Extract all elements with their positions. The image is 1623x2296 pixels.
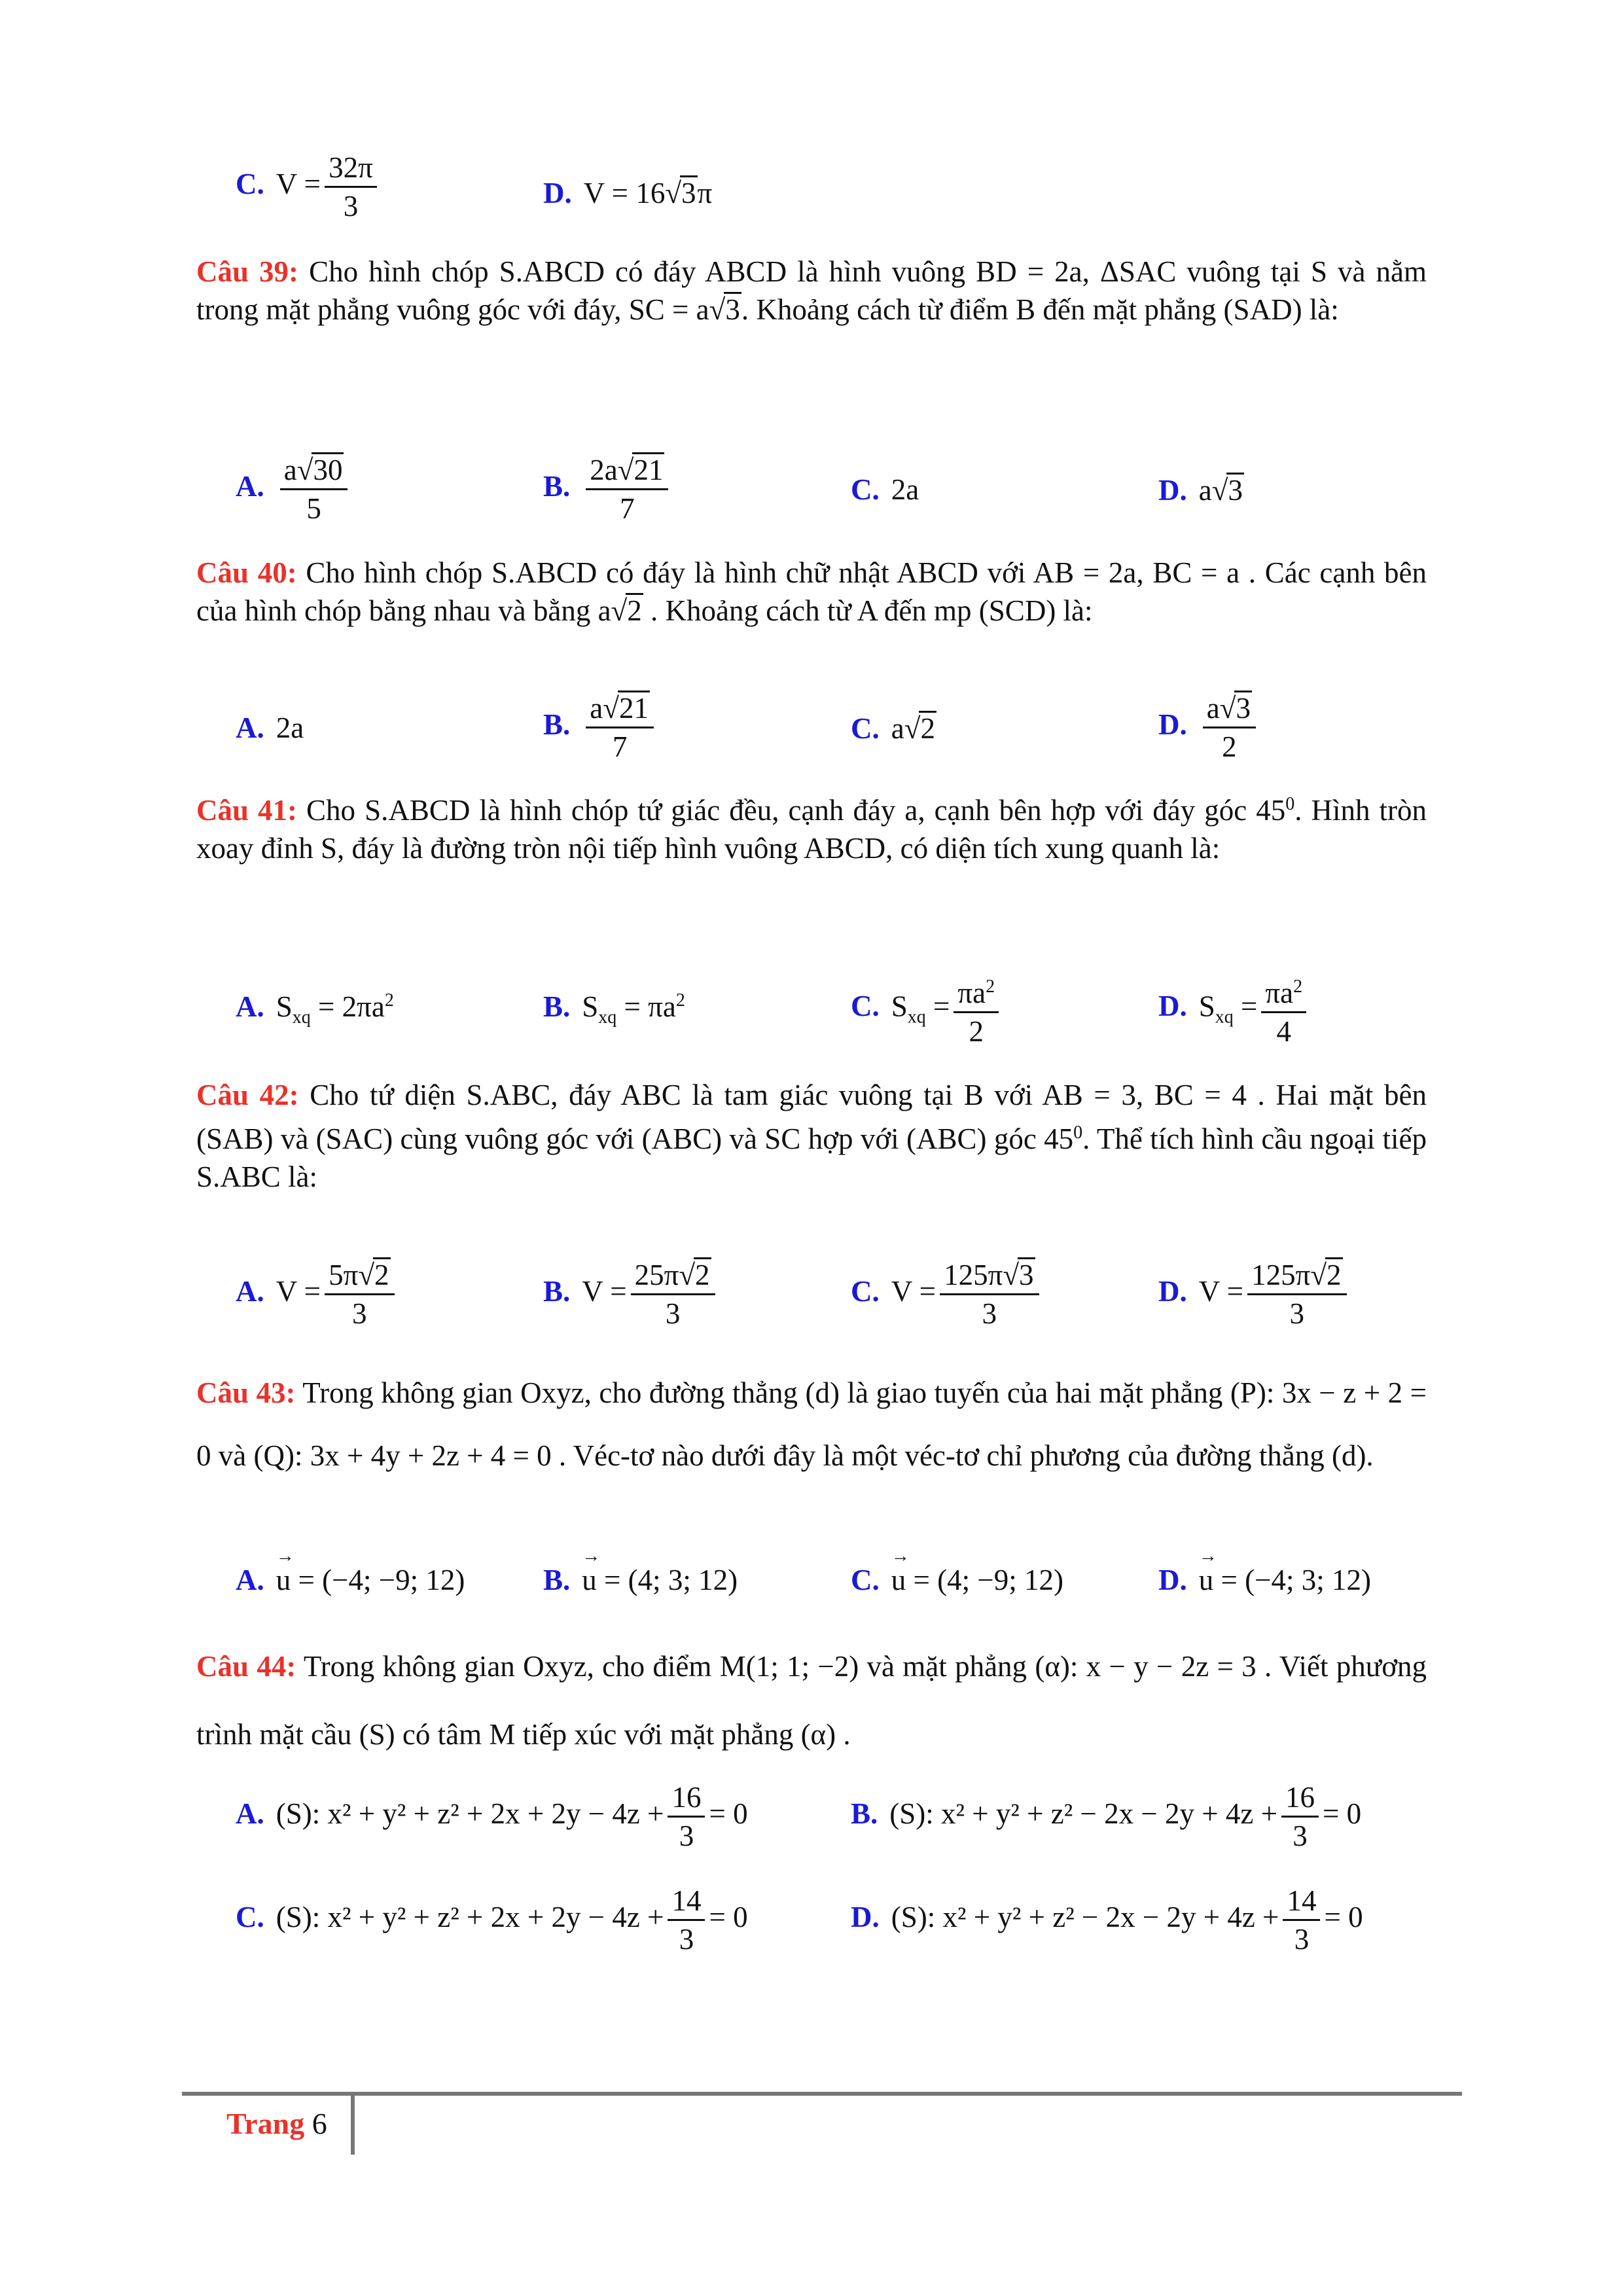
question-39: Câu 39: Cho hình chóp S.ABCD có đáy ABCD là hình vuông BD = 2a, ΔSAC vuông tại S và nằm trong mặt phẳng vuông góc với đáy, SC = a√3. Khoảng cách từ điểm B đến mặt phẳng (SAD) là: bbox=[196, 255, 1427, 326]
q38-option-c: C. V = $\frac{32\pi}{3}$ bbox=[236, 149, 381, 224]
q40-option-d: D. $\frac{a√3}{2}$ bbox=[1158, 690, 1260, 765]
question-41: Câu 41: Cho S.ABCD là hình chóp tứ giác đều, cạnh đáy a, cạnh bên hợp với đáy góc $45^0$. Hình tròn xoay đỉnh S, đáy là đường tròn nội tiếp hình vuông ABCD, có diện tích xung quanh là: bbox=[196, 794, 1427, 865]
q43-option-d: D.→ u = (−4; 3; 12) bbox=[1158, 1563, 1371, 1597]
q43-option-b: B.→ u = (4; 3; 12) bbox=[543, 1563, 738, 1597]
q44-option-b: B. (S): x² + y² + z² − 2x − 2y + 4z + $\frac{16}{3}$ = 0 bbox=[851, 1779, 1361, 1854]
q43-option-c: C.→ u = (4; −9; 12) bbox=[851, 1563, 1063, 1597]
q39-option-a: A. $\frac{a√30}{5}$ bbox=[236, 452, 351, 527]
q39-option-c: C. 2a bbox=[851, 473, 919, 506]
q41-option-a: A. $S_{xq} = 2\pi a^2$ bbox=[236, 990, 394, 1028]
q40-option-c: C. a√2 bbox=[851, 712, 935, 745]
q40-option-a: A. 2a bbox=[236, 711, 304, 744]
question-42: Câu 42: Cho tứ diện S.ABC, đáy ABC là tam giác vuông tại B với AB = 3, BC = 4 . Hai mặt bên (SAB) và (SAC) cùng vuông góc với (ABC) và SC hợp với (ABC) góc $45^0$. Thể tích hình cầu ngoại tiếp S.ABC là: bbox=[196, 1079, 1427, 1193]
q41-option-d: D. $S_{xq}$ = $\frac{\pi a^2}{4}$ bbox=[1158, 969, 1310, 1050]
page-number: Trang 6 bbox=[226, 2107, 327, 2140]
question-43: Câu 43: Trong không gian Oxyz, cho đường thẳng (d) là giao tuyến của hai mặt phẳng (P): 3x − z + 2 = 0 và (Q): 3x + 4y + 2z + 4 = 0 . Véc-tơ nào dưới đây là một véc-tơ chỉ phương của đường thẳng (d). bbox=[196, 1376, 1427, 1472]
q43-option-a: A.→ u = (−4; −9; 12) bbox=[236, 1563, 465, 1597]
q41-option-b: B. $S_{xq} = \pi a^2$ bbox=[543, 990, 685, 1028]
footer-vertical-bar bbox=[351, 2092, 355, 2155]
q44-option-d: D. (S): x² + y² + z² − 2x − 2y + 4z + $\frac{14}{3}$ = 0 bbox=[851, 1882, 1363, 1958]
q44-option-c: C. (S): x² + y² + z² + 2x + 2y − 4z + $\frac{14}{3}$ = 0 bbox=[236, 1882, 748, 1958]
q42-option-b: B. V = $\frac{25\pi√2}{3}$ bbox=[543, 1257, 719, 1332]
q39-option-b: B. $\frac{2a√21}{7}$ bbox=[543, 452, 672, 527]
footer-divider bbox=[182, 2092, 1462, 2096]
q40-option-b: B. $\frac{a√21}{7}$ bbox=[543, 690, 658, 765]
question-44: Câu 44: Trong không gian Oxyz, cho điểm M(1; 1; −2) và mặt phẳng (α): x − y − 2z = 3 . Viết phương trình mặt cầu (S) có tâm M tiếp xúc với mặt phẳng (α) . bbox=[196, 1650, 1427, 1751]
q41-option-c: C. $S_{xq}$ = $\frac{\pi a^2}{2}$ bbox=[851, 969, 1003, 1050]
q44-option-a: A. (S): x² + y² + z² + 2x + 2y − 4z + $\frac{16}{3}$ = 0 bbox=[236, 1779, 748, 1854]
q42-option-a: A. V = $\frac{5\pi√2}{3}$ bbox=[236, 1257, 399, 1332]
q42-option-d: D. V = $\frac{125\pi√2}{3}$ bbox=[1158, 1257, 1351, 1332]
q42-option-c: C. V = $\frac{125\pi√3}{3}$ bbox=[851, 1257, 1043, 1332]
q38-option-d: D. V = 16√3π bbox=[543, 177, 713, 209]
q39-option-d: D. a√3 bbox=[1158, 474, 1243, 507]
question-40: Câu 40: Cho hình chóp S.ABCD có đáy là hình chữ nhật ABCD với AB = 2a, BC = a . Các cạnh bên của hình chóp bằng nhau và bằng a√2 . Khoảng cách từ A đến mp (SCD) là: bbox=[196, 556, 1427, 627]
